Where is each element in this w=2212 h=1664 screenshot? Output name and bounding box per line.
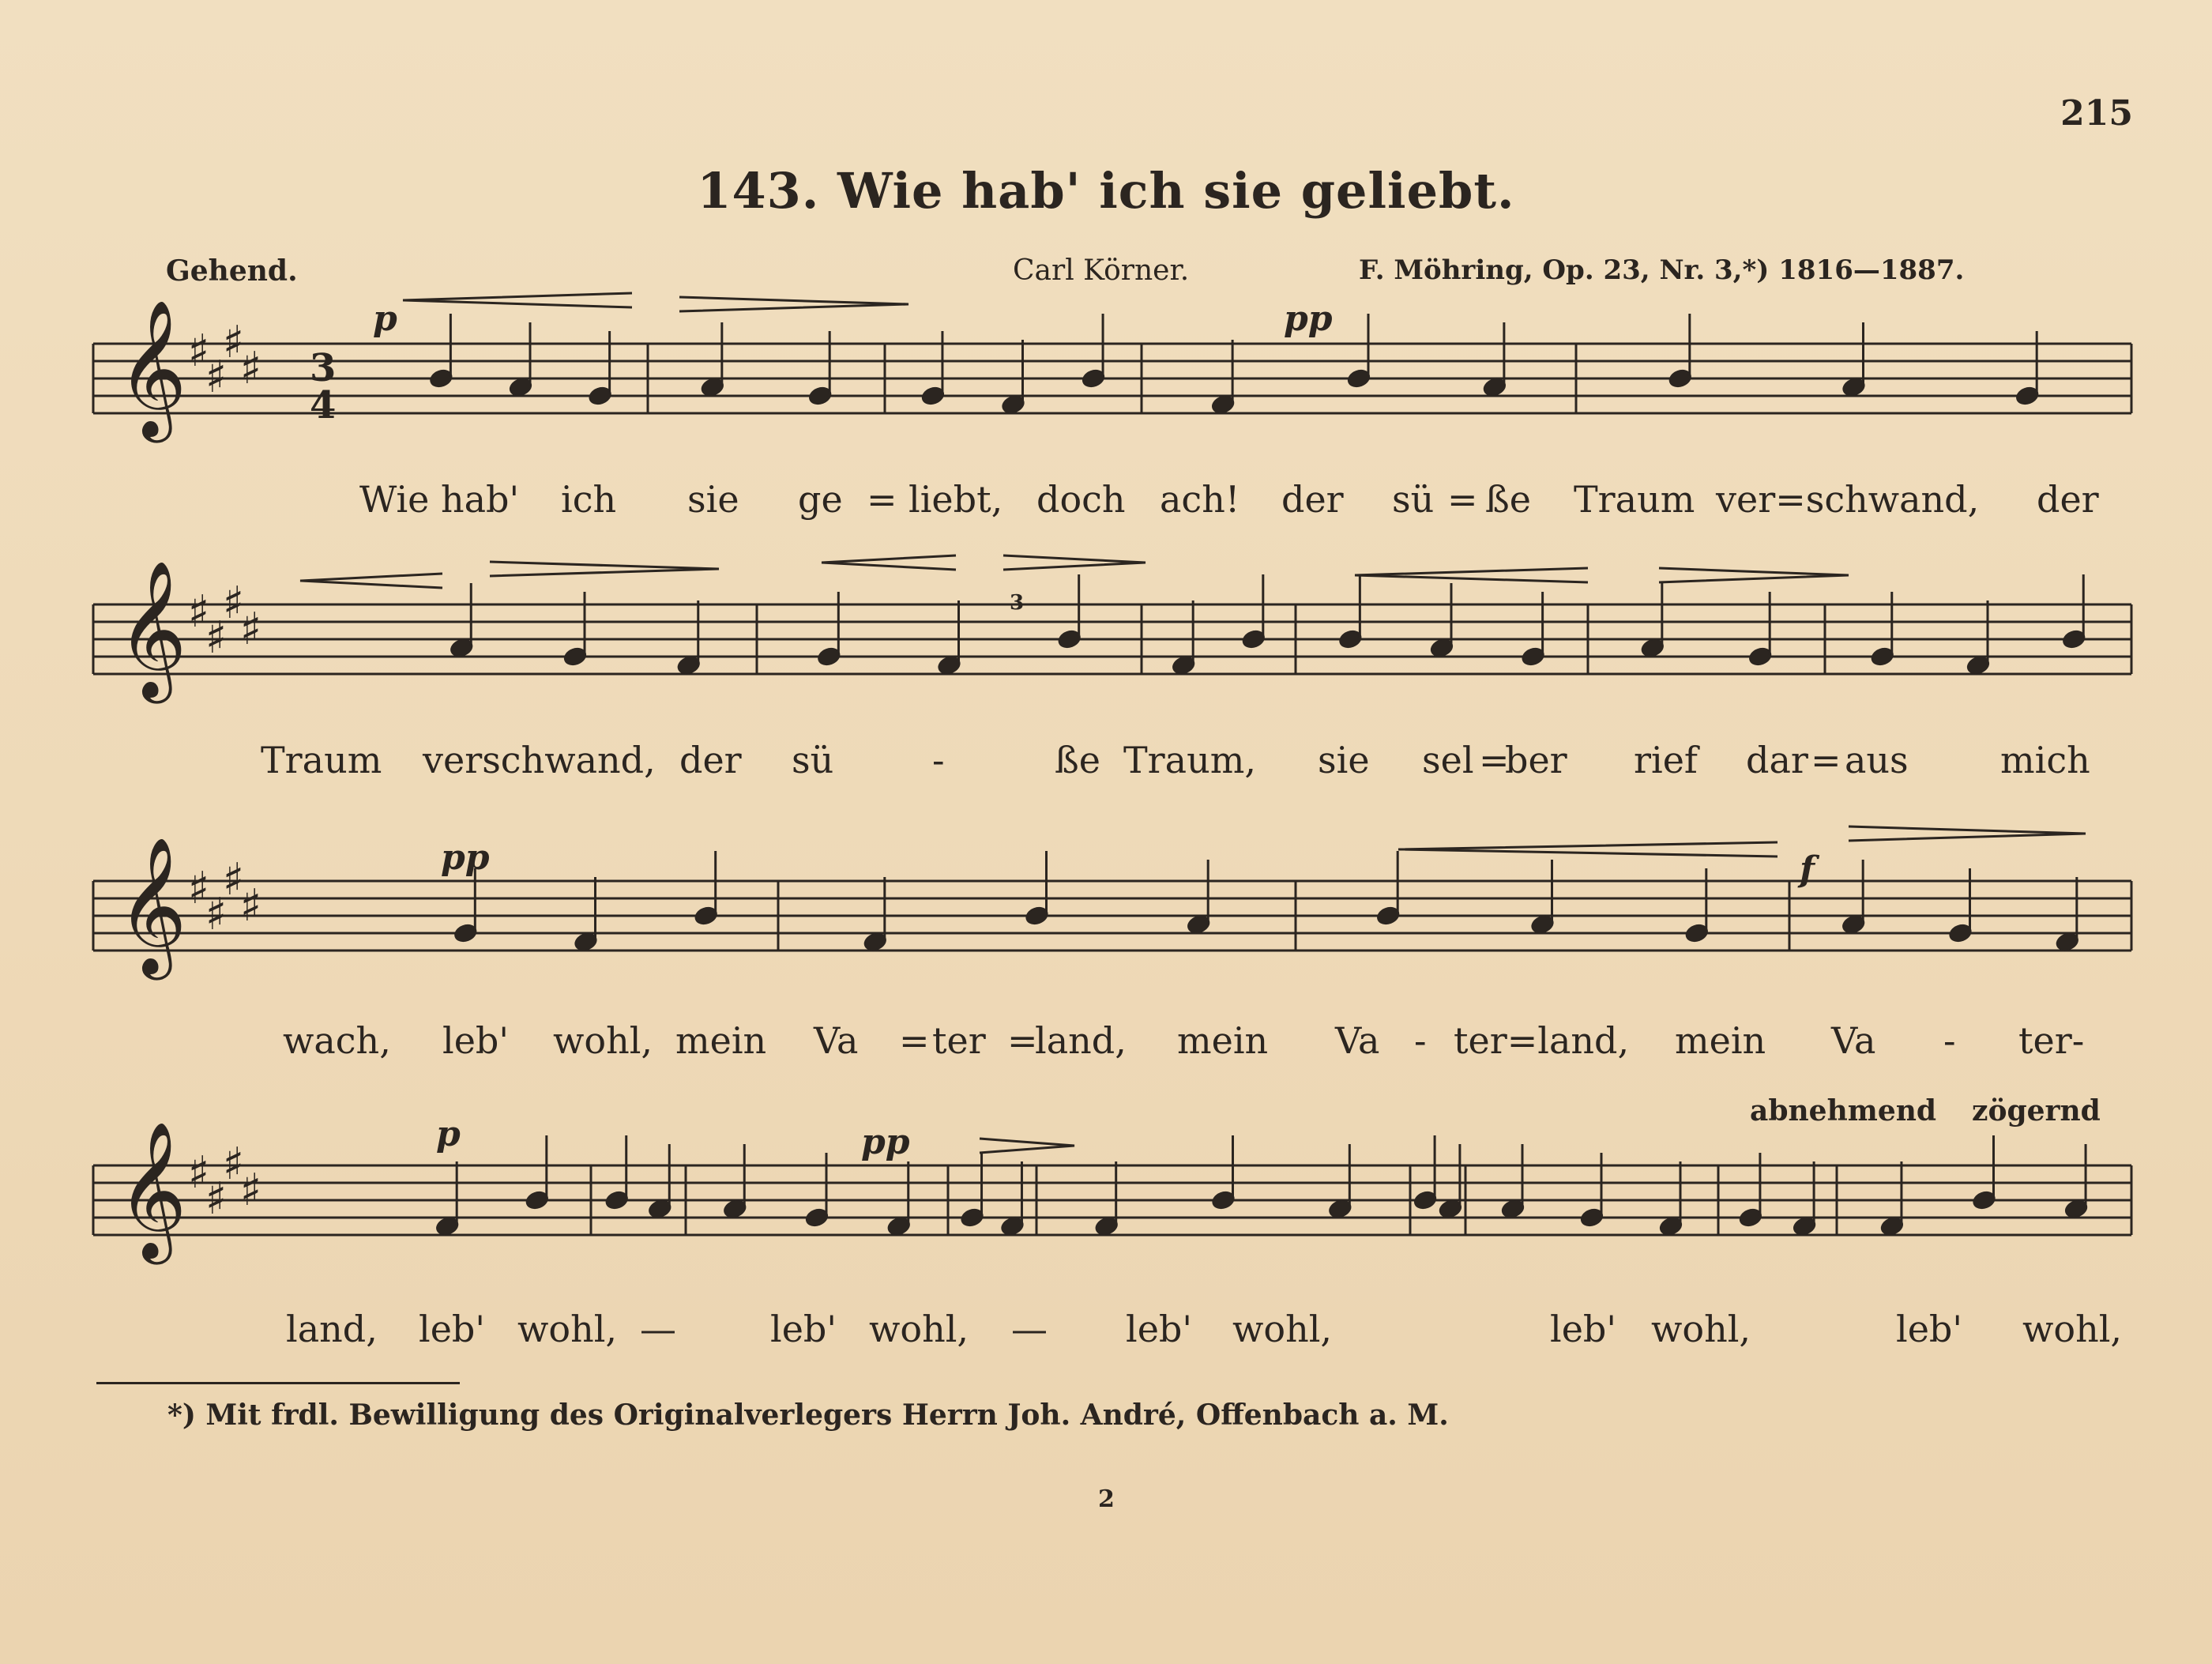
signature-mark: 2 (1098, 1485, 1115, 1513)
lyric-syllable: wach, (283, 1019, 391, 1062)
page-number: 215 (2060, 93, 2133, 134)
lyric-syllable: ber (1505, 739, 1567, 781)
sharp-icon: ♯ (223, 1139, 245, 1190)
decrescendo-hairpin (1849, 826, 2086, 841)
sharp-icon: ♯ (240, 343, 262, 394)
time-signature-bottom: 4 (310, 383, 337, 427)
sharp-icon: ♯ (223, 578, 245, 629)
triplet-number: 3 (1010, 591, 1025, 615)
dynamic-p-2: p (436, 1114, 461, 1154)
annotation-zoegernd: zögernd (1972, 1094, 2101, 1128)
sharp-icon: ♯ (205, 612, 228, 664)
lyric-syllable: Wie (359, 478, 430, 521)
lyric-syllable: doch (1036, 478, 1126, 521)
lyric-syllable: sie (687, 478, 739, 521)
dynamic-p-1: p (373, 299, 397, 339)
decrescendo-hairpin (1003, 555, 1146, 570)
time-signature-top: 3 (310, 346, 337, 390)
lyric-syllable: aus (1845, 739, 1909, 781)
lyric-syllable: wohl, (869, 1308, 969, 1350)
footnote: *) Mit frdl. Bewilligung des Originalverlegers Herrn Joh. André, Offenbach a. M. (167, 1399, 1449, 1432)
lyric-syllable: mein (1675, 1019, 1766, 1062)
lyric-syllable: - (1943, 1019, 1956, 1062)
annotation-abnehmend: abnehmend (1750, 1094, 1937, 1128)
lyric-syllable: sü (1392, 478, 1435, 521)
lyrics-line-2 (0, 739, 2212, 794)
lyric-syllable: leb' (1550, 1308, 1617, 1350)
lyric-syllable: = (899, 1019, 930, 1062)
sharp-icon: ♯ (188, 863, 210, 914)
lyric-syllable: - (932, 739, 945, 781)
dynamic-pp-2: pp (441, 838, 490, 878)
poet-credit: Carl Körner. (1013, 254, 1190, 287)
crescendo-hairpin (822, 555, 956, 570)
lyric-syllable: = (867, 478, 897, 521)
lyric-syllable: — (640, 1308, 676, 1350)
song-title: 143. Wie hab' ich sie geliebt. (697, 162, 1515, 220)
dynamic-pp-3: pp (861, 1122, 910, 1162)
sharp-icon: ♯ (240, 604, 262, 655)
sharp-icon: ♯ (188, 586, 210, 638)
lyric-syllable: land, (1035, 1019, 1127, 1062)
lyric-syllable: dar (1746, 739, 1808, 781)
lyric-syllable: leb' (442, 1019, 510, 1062)
lyric-syllable: wohl, (1232, 1308, 1333, 1350)
lyric-syllable: ter=land, (1454, 1019, 1630, 1062)
sharp-icon: ♯ (205, 352, 228, 403)
lyric-syllable: ße (1485, 478, 1531, 521)
lyric-syllable: mein (675, 1019, 767, 1062)
lyric-syllable: leb' (1896, 1308, 1963, 1350)
lyric-syllable: der (2037, 478, 2099, 521)
lyric-syllable: Va (1335, 1019, 1380, 1062)
sharp-icon: ♯ (223, 854, 245, 905)
lyric-syllable: liebt, (908, 478, 1003, 521)
lyric-syllable: = (1007, 1019, 1038, 1062)
crescendo-hairpin (403, 293, 632, 307)
sharp-icon: ♯ (223, 317, 245, 368)
lyric-syllable: - (1414, 1019, 1427, 1062)
lyric-syllable: Va (1831, 1019, 1876, 1062)
lyric-syllable: wohl, (1651, 1308, 1751, 1350)
treble-clef-icon: 𝄞 (117, 560, 187, 698)
sharp-icon: ♯ (188, 326, 210, 377)
dynamic-pp-1: pp (1284, 299, 1333, 339)
lyric-syllable: sü (792, 739, 834, 781)
lyrics-line-3 (0, 1019, 2212, 1075)
lyric-syllable: sie (1318, 739, 1370, 781)
sharp-icon: ♯ (188, 1147, 210, 1199)
lyric-syllable: der (679, 739, 742, 781)
sharp-icon: ♯ (240, 880, 262, 932)
lyric-syllable: — (1011, 1308, 1048, 1350)
decrescendo-hairpin (679, 297, 908, 311)
crescendo-hairpin (1398, 842, 1778, 856)
lyric-syllable: ge (798, 478, 843, 521)
lyric-syllable: ach! (1160, 478, 1240, 521)
lyric-syllable: mein (1177, 1019, 1269, 1062)
lyric-syllable: land, (286, 1308, 378, 1350)
lyrics-line-1 (0, 478, 2212, 533)
lyric-syllable: verschwand, (423, 739, 656, 781)
sharp-icon: ♯ (240, 1165, 262, 1216)
lyric-syllable: leb' (770, 1308, 837, 1350)
decrescendo-hairpin (490, 562, 719, 576)
lyric-syllable: sel (1422, 739, 1474, 781)
lyric-syllable: wohl, (2022, 1308, 2123, 1350)
crescendo-hairpin (300, 574, 442, 588)
lyric-syllable: der (1281, 478, 1344, 521)
treble-clef-icon: 𝄞 (117, 1121, 187, 1259)
lyric-syllable: leb' (419, 1308, 486, 1350)
lyric-syllable: hab' (441, 478, 520, 521)
footnote-rule (96, 1382, 460, 1384)
sharp-icon: ♯ (205, 889, 228, 940)
lyric-syllable: wohl, (517, 1308, 618, 1350)
lyric-syllable: = (1479, 739, 1510, 781)
sharp-icon: ♯ (205, 1173, 228, 1225)
lyric-syllable: leb' (1126, 1308, 1193, 1350)
treble-clef-icon: 𝄞 (117, 837, 187, 974)
lyric-syllable: = (1447, 478, 1478, 521)
lyric-syllable: ße (1055, 739, 1100, 781)
lyric-syllable: Va (814, 1019, 859, 1062)
lyric-syllable: ter- (2018, 1019, 2085, 1062)
lyric-syllable: wohl, (553, 1019, 653, 1062)
lyric-syllable: ver=schwand, (1716, 478, 1980, 521)
lyric-syllable: = (1811, 739, 1841, 781)
lyric-syllable: mich (2000, 739, 2090, 781)
lyric-syllable: rief (1634, 739, 1698, 781)
lyric-syllable: Traum, (1123, 739, 1256, 781)
treble-clef-icon: 𝄞 (117, 299, 187, 437)
decrescendo-hairpin (980, 1139, 1074, 1153)
crescendo-hairpin (1355, 568, 1588, 582)
tempo-marking: Gehend. (166, 254, 298, 288)
lyric-syllable: Traum (261, 739, 382, 781)
lyrics-line-4 (0, 1308, 2212, 1363)
decrescendo-hairpin (1659, 568, 1849, 582)
composer-credit: F. Möhring, Op. 23, Nr. 3,*) 1816—1887. (1359, 254, 1965, 286)
lyric-syllable: ter (932, 1019, 986, 1062)
lyric-syllable: ich (561, 478, 617, 521)
lyric-syllable: Traum (1574, 478, 1695, 521)
dynamic-f-1: f (1800, 849, 1815, 890)
